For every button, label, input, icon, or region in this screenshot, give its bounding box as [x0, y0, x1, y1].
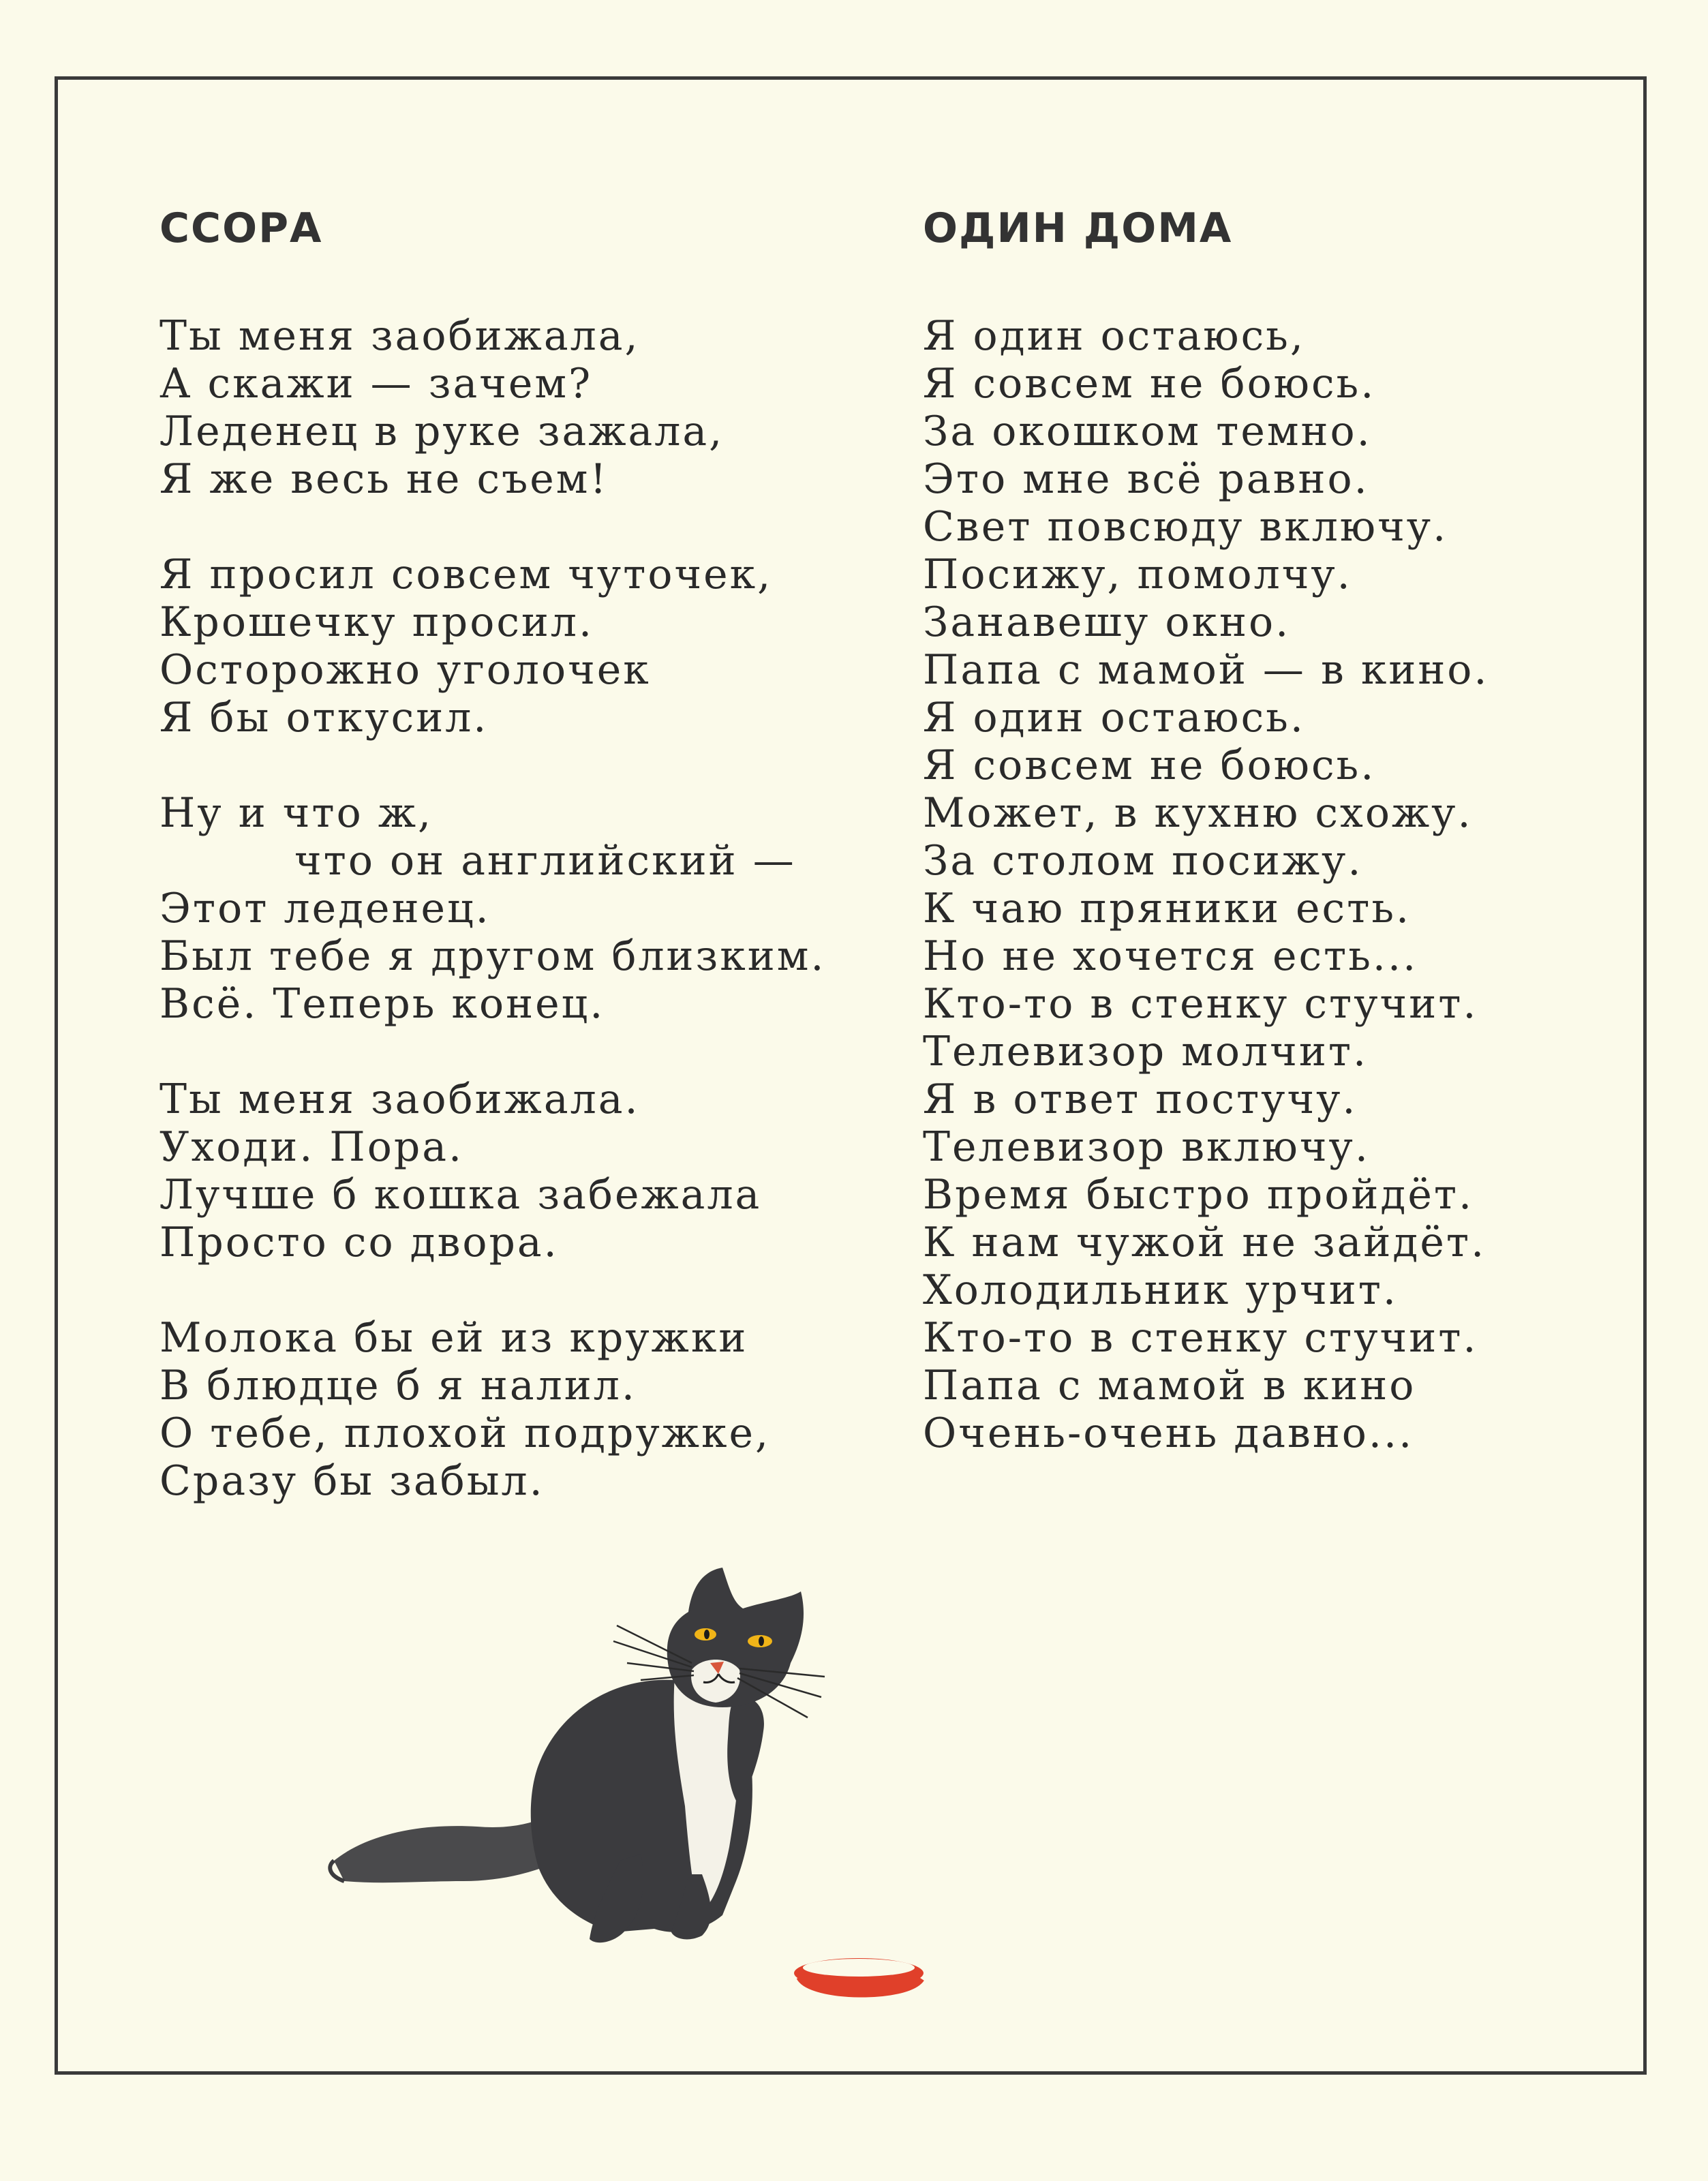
stanza — [923, 312, 1604, 1457]
poem-line: Я один остаюсь, — [923, 312, 1305, 360]
poem-line: К чаю пряники есть. — [923, 885, 1412, 932]
cat-illustration — [320, 1561, 1002, 2024]
stanza — [159, 789, 875, 1028]
poem-title: ОДИН ДОМА — [923, 204, 1233, 252]
stanza — [159, 1314, 875, 1505]
poem-line: Это мне всё равно. — [923, 455, 1369, 503]
poem-line: Телевизор включу. — [923, 1123, 1370, 1171]
stanza — [159, 1076, 875, 1266]
poem-line: За окошком темно. — [923, 408, 1372, 455]
poem-line: Этот леденец. — [159, 885, 491, 932]
poem-line: Холодильник урчит. — [923, 1266, 1398, 1314]
poem-line: За столом посижу. — [923, 837, 1363, 885]
poem-line: Свет повсюду включу. — [923, 503, 1448, 551]
poem-line: Очень-очень давно... — [923, 1409, 1414, 1457]
poem-line: Телевизор молчит. — [923, 1028, 1369, 1076]
cat-paw — [727, 1696, 764, 1806]
poem-line: Занавешу окно. — [923, 598, 1291, 646]
poem-line: В блюдце б я налил. — [159, 1362, 637, 1409]
poem-line: Может, в кухню схожу. — [923, 789, 1473, 837]
poem-line: Лучше б кошка забежала — [159, 1171, 762, 1219]
poem-line: Ты меня заобижала, — [159, 312, 640, 360]
stanza — [159, 312, 875, 503]
poem-line: Молока бы ей из кружки — [159, 1314, 748, 1362]
poem-line: Папа с мамой — в кино. — [923, 646, 1489, 694]
poem-line: Сразу бы забыл. — [159, 1457, 545, 1505]
poem-line: Я же весь не съем! — [159, 455, 609, 503]
poem-line: Я совсем не боюсь. — [923, 360, 1376, 408]
poem-line: А скажи — зачем? — [159, 360, 593, 408]
poem-line: Но не хочется есть... — [923, 932, 1418, 980]
poem-line: Я просил совсем чуточек, — [159, 551, 773, 598]
poem-line: Я бы откусил. — [159, 694, 489, 742]
poem-line: Крошечку просил. — [159, 598, 594, 646]
poem-line: Был тебе я другом близким. — [159, 932, 826, 980]
saucer — [794, 1958, 924, 1993]
poem-line: Ну и что ж, — [159, 789, 433, 837]
poem-line: Время быстро пройдёт. — [923, 1171, 1474, 1219]
poem-ssora — [159, 198, 875, 1553]
poem-line: К нам чужой не зайдёт. — [923, 1219, 1486, 1266]
stanza — [159, 551, 875, 742]
poem-line: Я совсем не боюсь. — [923, 742, 1376, 789]
poem-line: Ты меня заобижала. — [159, 1076, 640, 1123]
poem-line: Леденец в руке зажала, — [159, 408, 725, 455]
poem-line: О тебе, плохой подружке, — [159, 1409, 771, 1457]
poem-line: Я один остаюсь. — [923, 694, 1305, 742]
poem-line: Просто со двора. — [159, 1219, 559, 1266]
poem-line: Кто-то в стенку стучит. — [923, 1314, 1478, 1362]
poem-line: Уходи. Пора. — [159, 1123, 464, 1171]
poem-line: Посижу, помолчу. — [923, 551, 1352, 598]
poem-line: Я в ответ постучу. — [923, 1076, 1358, 1123]
poem-line: Папа с мамой в кино — [923, 1362, 1416, 1409]
poem-line: Кто-то в стенку стучит. — [923, 980, 1478, 1028]
poem-title: ССОРА — [159, 204, 323, 252]
poem-line: что он английский — — [294, 837, 796, 885]
poem-line: Всё. Теперь конец. — [159, 980, 605, 1028]
poem-line: Осторожно уголочек — [159, 646, 651, 694]
poem-odin-doma — [923, 198, 1604, 1505]
